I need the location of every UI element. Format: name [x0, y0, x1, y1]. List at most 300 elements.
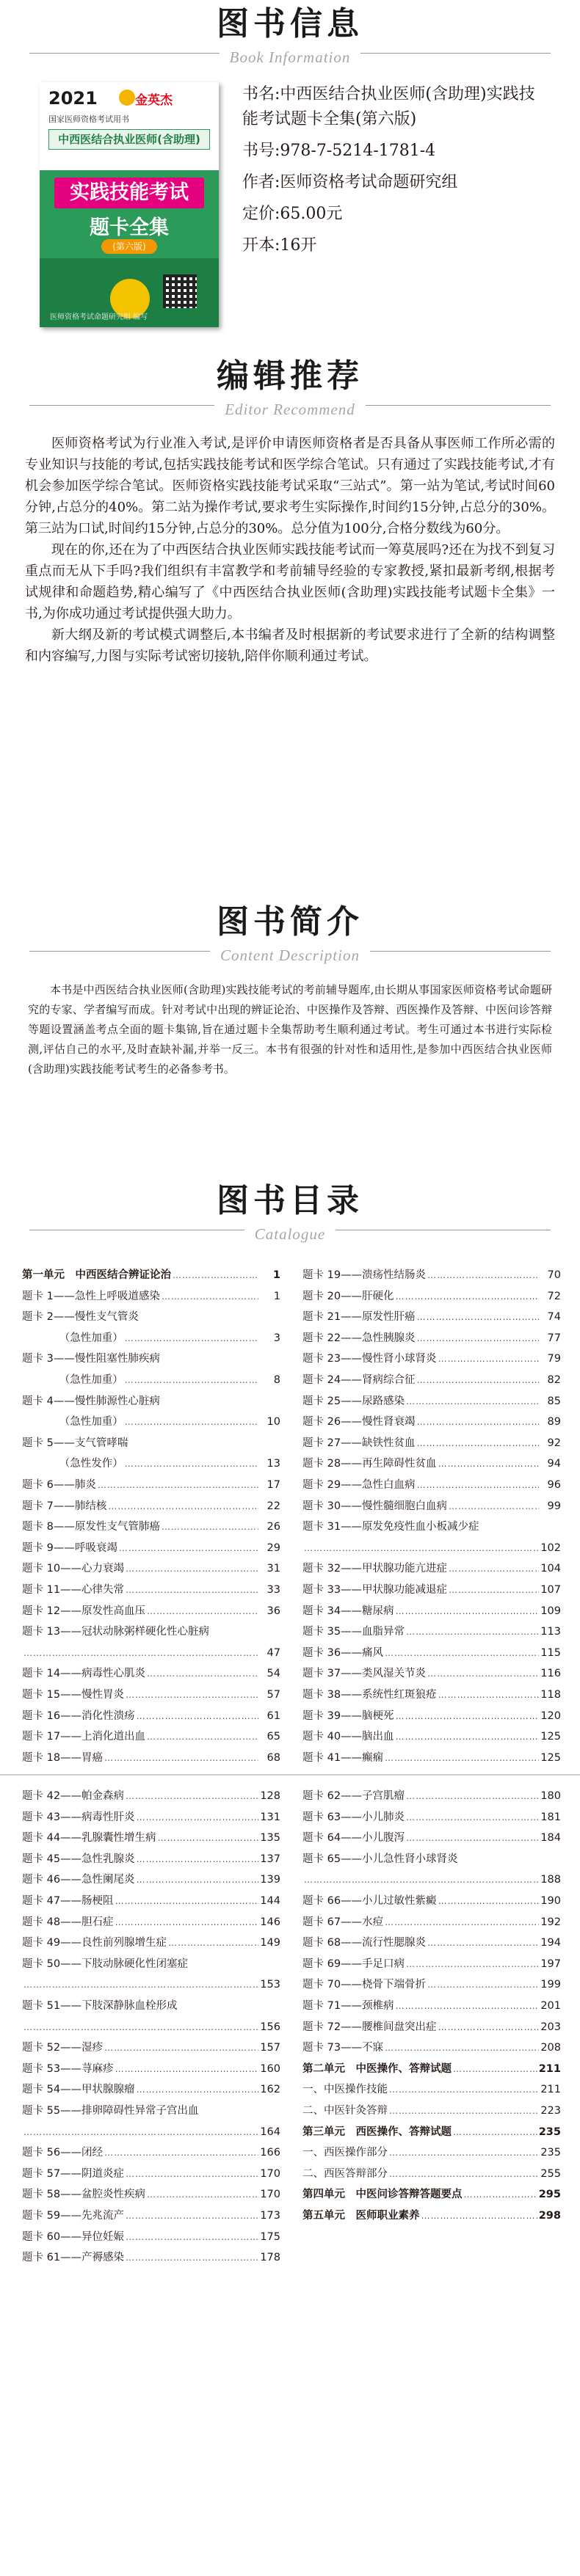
catalogue-entry-title: 题卡 70——桡骨下端骨折 [302, 1979, 427, 1991]
leader-dots [137, 2079, 258, 2100]
catalogue-entry-page: 181 [540, 1811, 561, 1823]
editor-paragraph-3: 新大纲及新的考试模式调整后,本书编者及时根据新的考试要求进行了全新的结构调整和内容编写,力图与实际考试密切接轨,陪伴你顺利通过考试。 [25, 627, 555, 664]
leader-dots [453, 2122, 537, 2142]
catalogue-entry-page: 54 [267, 1668, 280, 1680]
catalogue-entry [302, 1286, 561, 1307]
catalogue-entry-title: 题卡 1——急性上呼吸道感染 [22, 1290, 160, 1302]
catalogue-entry-title: 题卡 49——良性前列腺增生症 [22, 1937, 167, 1949]
catalogue-entry-page [260, 1391, 280, 1412]
leader-dots [396, 1286, 539, 1307]
catalogue-entry-page: 194 [540, 1937, 561, 1949]
leader-dots [126, 2247, 258, 2268]
content-subtitle: Content Description [210, 946, 370, 965]
catalogue-entry-title: 题卡 13——冠状动脉粥样硬化性心脏病 [22, 1626, 210, 1638]
author-row [242, 170, 551, 195]
catalogue-entry-title: 题卡 2——慢性支气管炎 [22, 1311, 139, 1324]
catalogue-entry-page: 1 [272, 1269, 280, 1281]
catalogue-entry [302, 1807, 561, 1828]
leader-dots [406, 1786, 539, 1806]
catalogue-entry [302, 2101, 561, 2121]
catalogue-entry [302, 1307, 561, 1327]
catalogue-entry-title: 第五单元 医师职业素养 [302, 2210, 420, 2222]
leader-dots [438, 1453, 539, 1474]
catalogue-entry-title: （急性加重） [22, 1332, 123, 1344]
leader-dots [406, 1828, 539, 1848]
catalogue-entry [302, 1849, 561, 1869]
catalogue-entry [302, 1912, 561, 1933]
catalogue-entry-title: （急性加重） [22, 1416, 123, 1429]
catalogue-entry-title: 题卡 47——肠梗阻 [22, 1895, 114, 1907]
leader-dots [162, 1391, 258, 1412]
catalogue-entry-page: 96 [547, 1479, 561, 1491]
catalogue-entry-title: 题卡 63——小儿肺炎 [302, 1811, 405, 1823]
isbn: 978-7-5214-1781-4 [280, 142, 436, 160]
catalogue-entry [22, 1663, 280, 1684]
leader-dots [126, 2227, 258, 2247]
book-cover [40, 82, 219, 327]
catalogue-entry-title: 题卡 32——甲状腺功能亢进症 [302, 1563, 448, 1575]
catalogue-entry-title: 题卡 17——上消化道出血 [22, 1731, 146, 1743]
catalogue-entry-title: 第一单元 中西医结合辨证论治 [22, 1269, 171, 1281]
catalogue-entry [22, 2079, 280, 2100]
catalogue-entry-page: 203 [540, 2021, 561, 2033]
catalogue-entry-page: 178 [260, 2252, 280, 2264]
catalogue-entry-page: 184 [540, 1832, 561, 1845]
cover-series: 中西医结合执业医师(含助理) [48, 129, 210, 150]
catalogue-entry-page: 160 [260, 2062, 280, 2075]
catalogue-entry [302, 1828, 561, 1848]
catalogue-entry-page: 125 [540, 1751, 561, 1764]
catalogue-entry [22, 1496, 280, 1517]
leader-dots [427, 1663, 539, 1684]
catalogue-entry [302, 1517, 561, 1537]
leader-dots [385, 1912, 539, 1933]
leader-dots [464, 2184, 537, 2205]
cover-edition: (第六版) [101, 239, 157, 254]
leader-dots [396, 1601, 539, 1621]
catalogue-entry-page: 190 [540, 1895, 561, 1907]
catalogue-entry-page: 22 [267, 1500, 280, 1512]
leader-dots [304, 1538, 539, 1558]
catalogue-entry-title: 题卡 43——病毒性肝炎 [22, 1811, 135, 1823]
catalogue-entry [302, 1869, 561, 1890]
catalogue-entry-page: 47 [267, 1646, 280, 1659]
catalogue-entry-title: 题卡 37——类风湿关节炎 [302, 1668, 427, 1680]
catalogue-entry-title: （急性发作） [22, 1458, 123, 1470]
leader-dots [406, 1954, 539, 1974]
catalogue-entry-page: 109 [540, 1605, 561, 1617]
editor-paragraph-2: 现在的你,还在为了中西医结合执业医师实践技能考试而一筹莫展吗?还在为找不到复习重点而无从下手吗?我们组织有丰富教学和考前辅导经验的专家教授,紧扣最新考纲,根据考试规律和命题趋势,精心编写了《中西医结合执业医师(含助理)实践技能考试题卡全集》一书,为你成功通过考试提供强大助力。 [25, 542, 555, 621]
leader-dots [173, 1265, 258, 1285]
catalogue-entry-title: 题卡 23——慢性肾小球肾炎 [302, 1353, 437, 1365]
catalogue-entry-page: 153 [260, 1979, 280, 1991]
catalogue-entry [302, 1996, 561, 2016]
catalogue-entry-title: 题卡 62——子宫肌瘤 [302, 1790, 405, 1802]
book-name-row [242, 82, 551, 132]
catalogue-entry-page: 135 [260, 1832, 280, 1845]
catalogue-entry-page [260, 1349, 280, 1369]
leader-dots [453, 2059, 537, 2079]
catalogue-entry [22, 1517, 280, 1537]
catalogue-entry-title: 题卡 26——慢性肾衰竭 [302, 1416, 416, 1429]
leader-dots [23, 1974, 258, 1995]
catalogue-entry [22, 1933, 280, 1953]
catalogue-entry-page: 211 [540, 2084, 561, 2096]
catalogue-entry-title: 题卡 46——急性阑尾炎 [22, 1874, 135, 1886]
leader-dots [189, 1954, 258, 1974]
catalogue-entry [22, 2227, 280, 2247]
catalogue-entry-page: 164 [260, 2126, 280, 2138]
catalogue-entry-title: 题卡 55——排卵障碍性异常子宫出血 [22, 2105, 199, 2117]
catalogue-entry-page: 116 [540, 1668, 561, 1680]
catalogue-entry-page [260, 1307, 280, 1327]
catalogue-entry-title: 题卡 61——产褥感染 [22, 2252, 125, 2264]
catalogue-entry-title: 题卡 64——小儿腹泻 [302, 1832, 405, 1845]
catalogue-entry-page: 208 [540, 2042, 561, 2054]
catalogue-entry [302, 2205, 561, 2226]
catalogue-entry-title: 题卡 27——缺铁性贫血 [302, 1437, 416, 1449]
catalogue-entry-page: 166 [260, 2147, 280, 2159]
leader-dots [23, 2122, 258, 2142]
leader-dots [427, 1933, 539, 1953]
catalogue-entry-page: 157 [260, 2042, 280, 2054]
leader-dots [125, 1370, 258, 1390]
catalogue-entry-page: 170 [260, 2189, 280, 2201]
catalogue-entry-page: 137 [260, 1853, 280, 1865]
cover-brand: 金英杰 [135, 93, 173, 108]
catalogue-entry [22, 1286, 280, 1307]
catalogue-entry-page: 170 [260, 2167, 280, 2180]
catalogue-entry [302, 1954, 561, 1974]
catalogue-entry [302, 1621, 561, 1642]
editor-subtitle: Editor Recommend [214, 401, 366, 419]
catalogue-entry [302, 1496, 561, 1517]
catalogue-entry-title: 题卡 45——急性乳腺炎 [22, 1853, 135, 1865]
leader-dots [417, 1433, 539, 1453]
catalogue-entry [22, 1580, 280, 1600]
leader-dots [125, 1328, 258, 1349]
book-info-title: 图书信息 [217, 5, 363, 43]
catalogue-entry [22, 1601, 280, 1621]
catalogue-entry-page: 10 [267, 1416, 280, 1429]
leader-dots [385, 1748, 539, 1768]
leader-dots [126, 2164, 258, 2184]
catalogue-entry-title: 题卡 16——消化性溃疡 [22, 1710, 135, 1722]
catalogue-entry [302, 1433, 561, 1453]
catalogue-page-divider [0, 1774, 580, 1776]
catalogue-entry-title: 题卡 54——甲状腺腺瘤 [22, 2084, 135, 2096]
catalogue-entry-title: 题卡 72——腰椎间盘突出症 [302, 2021, 437, 2033]
price: 65.00元 [280, 205, 343, 223]
catalogue-entry-title: 题卡 53——荨麻疹 [22, 2062, 114, 2075]
catalogue-entry [302, 1974, 561, 1995]
content-text [28, 980, 552, 1079]
leader-dots [449, 1580, 539, 1600]
catalogue-entry-title: 题卡 6——肺炎 [22, 1479, 96, 1491]
catalogue-entry-title: 题卡 50——下肢动脉硬化性闭塞症 [22, 1957, 189, 1970]
catalogue-entry-page: 125 [540, 1731, 561, 1743]
catalogue-entry [302, 1328, 561, 1349]
catalogue-entry [302, 2037, 561, 2058]
catalogue-entry-page: 3 [273, 1332, 280, 1344]
leader-dots [126, 1786, 258, 1806]
catalogue-entry-page: 1 [273, 1290, 280, 1302]
leader-dots [427, 1974, 539, 1995]
leader-dots [406, 1391, 539, 1412]
leader-dots [168, 1933, 258, 1953]
catalogue-entry [22, 2059, 280, 2079]
leader-dots [304, 1869, 539, 1890]
author-label: 作者: [242, 173, 280, 191]
catalogue-entry [302, 1265, 561, 1285]
leader-dots [104, 1748, 258, 1768]
catalogue-entry [302, 1453, 561, 1474]
catalogue-entry-title: 题卡 66——小儿过敏性紫癜 [302, 1895, 437, 1907]
catalogue-entry-page: 102 [540, 1541, 561, 1554]
leader-dots [125, 1412, 258, 1432]
catalogue-entry [22, 1433, 280, 1453]
catalogue-entry [302, 1580, 561, 1600]
catalogue-entry-page: 295 [538, 2189, 561, 2201]
catalogue-subtitle: Catalogue [244, 1225, 336, 1244]
catalogue-entry-title: （急性加重） [22, 1374, 123, 1386]
cover-exam-label: 国家医师资格考试用书 [48, 114, 129, 124]
leader-dots [147, 1726, 258, 1747]
brand-logo-icon [119, 90, 135, 106]
leader-dots [137, 1869, 258, 1890]
leader-dots [427, 1265, 539, 1285]
catalogue-entry-title: 题卡 56——闭经 [22, 2147, 104, 2159]
catalogue-entry-page: 162 [260, 2084, 280, 2096]
catalogue-entry-title: 题卡 7——肺结核 [22, 1500, 107, 1512]
leader-dots [385, 1643, 539, 1663]
catalogue-entry [22, 1849, 280, 1869]
catalogue-entry-page: 120 [540, 1710, 561, 1722]
leader-dots [125, 1453, 258, 1474]
leader-dots [438, 2017, 539, 2037]
catalogue-entry [22, 2101, 280, 2121]
catalogue-entry [22, 1643, 280, 1663]
catalogue-entry [22, 1621, 280, 1642]
leader-dots [406, 1621, 539, 1642]
catalogue-entry-title: 题卡 59——先兆流产 [22, 2210, 125, 2222]
leader-dots [158, 1828, 258, 1848]
leader-dots [421, 2205, 537, 2226]
catalogue-entry-title: 题卡 14——病毒性心肌炎 [22, 1668, 146, 1680]
catalogue-entry-title: 题卡 58——盆腔炎性疾病 [22, 2189, 146, 2201]
leader-dots [200, 2101, 258, 2121]
editor-header [0, 357, 580, 419]
book-name-label: 书名: [242, 85, 280, 103]
catalogue-entry-page: 131 [260, 1811, 280, 1823]
catalogue-entry-title: 题卡 51——下肢深静脉血栓形成 [22, 2000, 178, 2012]
catalogue-entry [302, 1370, 561, 1390]
catalogue-entry-title: 题卡 69——手足口病 [302, 1957, 405, 1970]
catalogue-entry [302, 1558, 561, 1579]
catalogue-entry [302, 1475, 561, 1495]
catalogue-entry [22, 1726, 280, 1747]
catalogue-entry-title: 题卡 35——血脂异常 [302, 1626, 405, 1638]
catalogue-title: 图书目录 [217, 1182, 363, 1219]
catalogue-entry-title: 题卡 21——原发性肝癌 [302, 1311, 416, 1324]
catalogue-entry-title: 题卡 30——慢性髓细胞白血病 [302, 1500, 448, 1512]
catalogue-entry-title: 题卡 36——痛风 [302, 1646, 384, 1659]
catalogue-entry-page: 65 [267, 1731, 280, 1743]
catalogue-entry-page: 199 [540, 1979, 561, 1991]
catalogue-entry-title: 题卡 8——原发性支气管肺癌 [22, 1521, 160, 1533]
leader-dots [162, 1286, 258, 1307]
catalogue-entry [302, 1663, 561, 1684]
catalogue-entry [302, 1643, 561, 1663]
catalogue-entry [302, 1349, 561, 1369]
editor-title: 编辑推荐 [217, 357, 363, 395]
catalogue-entry-title: 题卡 5——支气管哮喘 [22, 1437, 128, 1449]
catalogue-entry-page: 74 [547, 1311, 561, 1324]
catalogue-entry [302, 2079, 561, 2100]
catalogue-entry-page [260, 1621, 280, 1642]
catalogue-entry-title: 题卡 39——脑梗死 [302, 1710, 394, 1722]
catalogue-entry [22, 2205, 280, 2226]
catalogue-entry [22, 1786, 280, 1806]
catalogue-entry [302, 1786, 561, 1806]
leader-dots [449, 1558, 539, 1579]
leader-dots [137, 1807, 258, 1828]
catalogue-entry-title: 题卡 71——颈椎病 [302, 2000, 394, 2012]
catalogue-entry-page [260, 1433, 280, 1453]
catalogue-entry-title: 题卡 73——不寐 [302, 2042, 384, 2054]
catalogue-entry-title: 题卡 60——异位妊娠 [22, 2230, 125, 2243]
catalogue-entry-page: 33 [267, 1584, 280, 1596]
catalogue-entry-title: 题卡 48——胆石症 [22, 1916, 114, 1928]
leader-dots [460, 1849, 539, 1869]
catalogue-entry [22, 1807, 280, 1828]
catalogue-entry-title: 题卡 31——原发免疫性血小板减少症 [302, 1521, 479, 1533]
catalogue-entry [22, 1954, 280, 1974]
catalogue-entry [22, 1748, 280, 1768]
leader-dots [396, 1996, 539, 2016]
leader-dots [438, 1349, 539, 1369]
catalogue-entry [302, 2142, 561, 2163]
catalogue-entry-title: 题卡 20——肝硬化 [302, 1290, 394, 1302]
leader-dots [115, 2059, 258, 2079]
catalogue-entry-page: 94 [547, 1458, 561, 1470]
catalogue-entry-title: 题卡 68——流行性腮腺炎 [302, 1937, 427, 1949]
catalogue-entry-title: 题卡 40——脑出血 [302, 1731, 394, 1743]
catalogue-entry-title: 题卡 25——尿路感染 [302, 1395, 405, 1407]
leader-dots [179, 1996, 258, 2016]
catalogue-entry-page [260, 1996, 280, 2016]
catalogue-entry [22, 2184, 280, 2205]
catalogue-entry [302, 2017, 561, 2037]
leader-dots [211, 1621, 258, 1642]
author: 医师资格考试命题研究组 [280, 173, 458, 191]
catalogue-entry-page: 70 [547, 1269, 561, 1281]
catalogue-entry-title: 题卡 19——溃疡性结肠炎 [302, 1269, 427, 1281]
leader-dots [147, 2184, 258, 2205]
catalogue-entry-page: 29 [267, 1541, 280, 1554]
catalogue-entry-title: 题卡 34——糖尿病 [302, 1605, 394, 1617]
leader-dots [137, 1706, 258, 1726]
catalogue-entry-title: 题卡 24——肾病综合征 [302, 1374, 416, 1386]
cover-year: 2021 [48, 88, 98, 109]
leader-dots [162, 1349, 258, 1369]
catalogue-entry [22, 2247, 280, 2268]
editor-text [25, 433, 555, 667]
catalogue-entry [22, 1828, 280, 1848]
catalogue-entry-page: 13 [267, 1458, 280, 1470]
catalogue-entry [302, 1391, 561, 1412]
leader-dots [417, 1412, 539, 1432]
leader-dots [396, 1726, 539, 1747]
catalogue-entry-page: 115 [540, 1646, 561, 1659]
catalogue-entry-title: 题卡 12——原发性高血压 [22, 1605, 146, 1617]
catalogue-entry-title: 题卡 9——呼吸衰竭 [22, 1541, 117, 1554]
catalogue-entry-page: 79 [547, 1353, 561, 1365]
leader-dots [115, 1912, 258, 1933]
catalogue-entry-page: 85 [547, 1395, 561, 1407]
price-row [242, 202, 551, 227]
catalogue-entry-page: 173 [260, 2210, 280, 2222]
catalogue-entry [302, 2122, 561, 2142]
catalogue-entry-page: 31 [267, 1563, 280, 1575]
catalogue-entry [302, 1891, 561, 1911]
leader-dots [396, 1706, 539, 1726]
catalogue-entry [302, 2164, 561, 2184]
leader-dots [389, 2101, 539, 2121]
leader-dots [385, 2037, 539, 2058]
catalogue-entry [22, 2164, 280, 2184]
leader-dots [140, 1307, 258, 1327]
leader-dots [126, 2205, 258, 2226]
leader-dots [389, 2164, 539, 2184]
catalogue-entry-page: 146 [260, 1916, 280, 1928]
catalogue-entry-title: 题卡 28——再生障碍性贫血 [302, 1458, 437, 1470]
catalogue-entry-page: 82 [547, 1374, 561, 1386]
leader-dots [104, 2037, 258, 2058]
leader-dots [389, 2142, 539, 2163]
qr-code-icon [163, 274, 197, 308]
catalogue-entry [22, 1685, 280, 1705]
catalogue-entry [22, 1328, 280, 1349]
catalogue-entry [22, 1265, 280, 1285]
leader-dots [438, 1685, 539, 1705]
catalogue-entry [22, 1307, 280, 1327]
catalogue-entry [302, 2184, 561, 2205]
catalogue-entry-page [540, 1517, 561, 1537]
catalogue-entry [302, 1933, 561, 1953]
catalogue-entry-title: 题卡 57——阴道炎症 [22, 2167, 125, 2180]
catalogue-entry-page: 107 [540, 1584, 561, 1596]
catalogue-entry-page: 223 [540, 2105, 561, 2117]
catalogue-entry-title: 题卡 11——心律失常 [22, 1584, 125, 1596]
catalogue-entry-title: 二、西医答辩部分 [302, 2167, 388, 2180]
leader-dots [119, 1538, 258, 1558]
isbn-label: 书号: [242, 142, 280, 160]
catalogue-entry-page: 77 [547, 1332, 561, 1344]
intro-paragraph-1: 本书是中西医结合执业医师(含助理)实践技能考试的考前辅导题库,由长期从事国家医师资格考试命题研究的专家、学者编写而成。针对考试中出现的辨证论治、中医操作及答辩、西医操作及答辩、中医问诊答辩等题设置涵盖考点全面的题卡集锦,旨在通过题卡全集帮助考生顺利通过考试。考生可通过本书进行实际检测,评估自己的水平,及时查缺补漏,并举一反三。本书有很强的针对性和适用性,是参加中西医结合执业医师(含助理)实践技能考试考生的必备参考书。 [28, 983, 552, 1076]
catalogue-entry-page: 201 [540, 2000, 561, 2012]
catalogue-entry [302, 2059, 561, 2079]
catalogue-entry-page: 92 [547, 1437, 561, 1449]
catalogue-entry [22, 1891, 280, 1911]
catalogue-entry [22, 2037, 280, 2058]
leader-dots [147, 1601, 258, 1621]
catalogue-entry-title: 一、西医操作部分 [302, 2147, 388, 2159]
catalogue-entry-title: 题卡 4——慢性肺源性心脏病 [22, 1395, 160, 1407]
leader-dots [389, 2079, 539, 2100]
catalogue-entry-page: 68 [267, 1751, 280, 1764]
catalogue-entry [22, 2142, 280, 2163]
